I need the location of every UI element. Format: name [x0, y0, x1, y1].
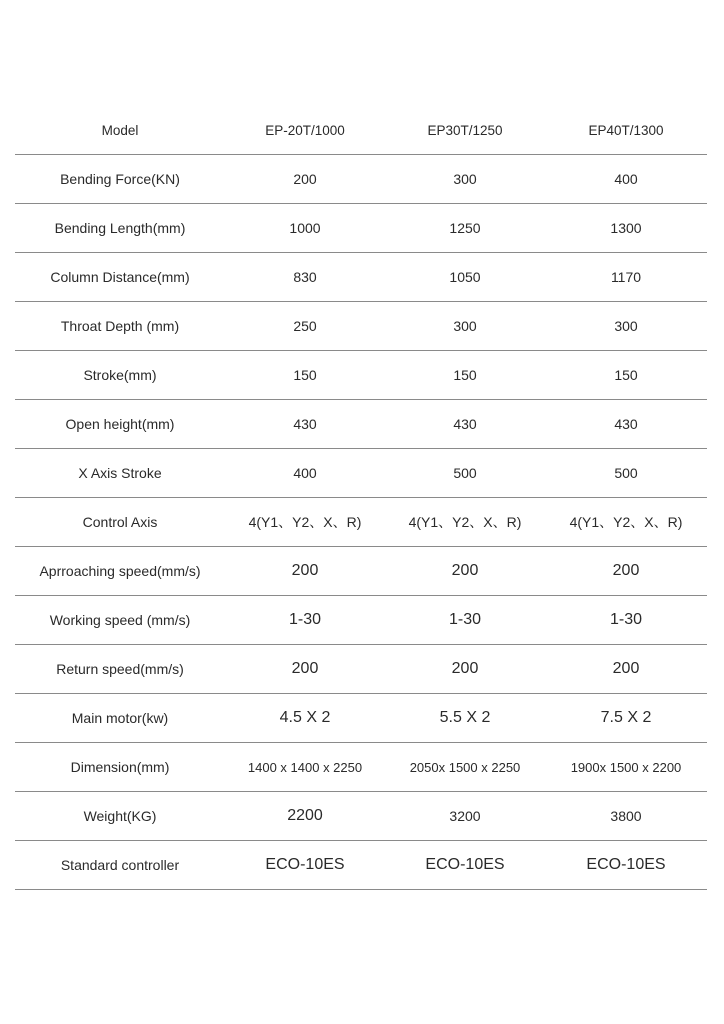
row-main-motor [15, 694, 707, 743]
row-working-speed [15, 596, 707, 645]
spec-table [15, 106, 707, 890]
cell-value: 250 [225, 302, 385, 351]
cell-value: 200 [545, 645, 707, 694]
row-open-height [15, 400, 707, 449]
cell-value: 400 [545, 155, 707, 204]
cell-value: 430 [545, 400, 707, 449]
row-standard-controller [15, 841, 707, 890]
row-bending-force [15, 155, 707, 204]
row-dimension [15, 743, 707, 792]
cell-value: 1-30 [225, 596, 385, 645]
cell-value: 1170 [545, 253, 707, 302]
row-column-distance [15, 253, 707, 302]
cell-value: 1900x 1500 x 2200 [545, 743, 707, 792]
row-label: Throat Depth (mm) [15, 302, 225, 351]
cell-value: 1300 [545, 204, 707, 253]
cell-value: 1000 [225, 204, 385, 253]
cell-value: 200 [225, 155, 385, 204]
cell-value: 4(Y1、Y2、X、R) [385, 498, 545, 547]
cell-value: 500 [385, 449, 545, 498]
row-control-axis [15, 498, 707, 547]
row-label: Stroke(mm) [15, 351, 225, 400]
cell-value: 4.5 X 2 [225, 694, 385, 743]
row-label: Return speed(mm/s) [15, 645, 225, 694]
cell-value: 3800 [545, 792, 707, 841]
cell-value: 200 [385, 645, 545, 694]
cell-value: 430 [225, 400, 385, 449]
cell-value: 200 [225, 645, 385, 694]
cell-value: 300 [545, 302, 707, 351]
row-label: Bending Length(mm) [15, 204, 225, 253]
cell-value: 2200 [225, 792, 385, 841]
cell-value: ECO-10ES [545, 841, 707, 890]
cell-value: 200 [545, 547, 707, 596]
cell-value: 150 [545, 351, 707, 400]
cell-value: 830 [225, 253, 385, 302]
cell-value: 1400 x 1400 x 2250 [225, 743, 385, 792]
cell-value: 4(Y1、Y2、X、R) [545, 498, 707, 547]
row-label: Main motor(kw) [15, 694, 225, 743]
model-ep40t: EP40T/1300 [545, 106, 707, 155]
cell-value: 1250 [385, 204, 545, 253]
row-return-speed [15, 645, 707, 694]
cell-value: ECO-10ES [385, 841, 545, 890]
model-ep30t: EP30T/1250 [385, 106, 545, 155]
cell-value: 3200 [385, 792, 545, 841]
row-approaching-speed [15, 547, 707, 596]
cell-value: 150 [225, 351, 385, 400]
cell-value: 200 [385, 547, 545, 596]
row-label: Standard controller [15, 841, 225, 890]
cell-value: 7.5 X 2 [545, 694, 707, 743]
cell-value: 5.5 X 2 [385, 694, 545, 743]
row-x-axis-stroke [15, 449, 707, 498]
cell-value: 4(Y1、Y2、X、R) [225, 498, 385, 547]
cell-value: 1-30 [385, 596, 545, 645]
model-ep20t: EP-20T/1000 [225, 106, 385, 155]
row-label: Dimension(mm) [15, 743, 225, 792]
cell-value: 500 [545, 449, 707, 498]
row-bending-length [15, 204, 707, 253]
row-label: Control Axis [15, 498, 225, 547]
table-header-row [15, 106, 707, 155]
row-stroke [15, 351, 707, 400]
cell-value: 300 [385, 302, 545, 351]
header-label: Model [15, 106, 225, 155]
cell-value: 400 [225, 449, 385, 498]
row-label: Aprroaching speed(mm/s) [15, 547, 225, 596]
cell-value: 1050 [385, 253, 545, 302]
row-label: Open height(mm) [15, 400, 225, 449]
row-label: X Axis Stroke [15, 449, 225, 498]
row-throat-depth [15, 302, 707, 351]
row-label: Working speed (mm/s) [15, 596, 225, 645]
row-weight [15, 792, 707, 841]
cell-value: 300 [385, 155, 545, 204]
row-label: Bending Force(KN) [15, 155, 225, 204]
cell-value: ECO-10ES [225, 841, 385, 890]
cell-value: 2050x 1500 x 2250 [385, 743, 545, 792]
row-label: Column Distance(mm) [15, 253, 225, 302]
row-label: Weight(KG) [15, 792, 225, 841]
cell-value: 200 [225, 547, 385, 596]
cell-value: 1-30 [545, 596, 707, 645]
cell-value: 430 [385, 400, 545, 449]
cell-value: 150 [385, 351, 545, 400]
